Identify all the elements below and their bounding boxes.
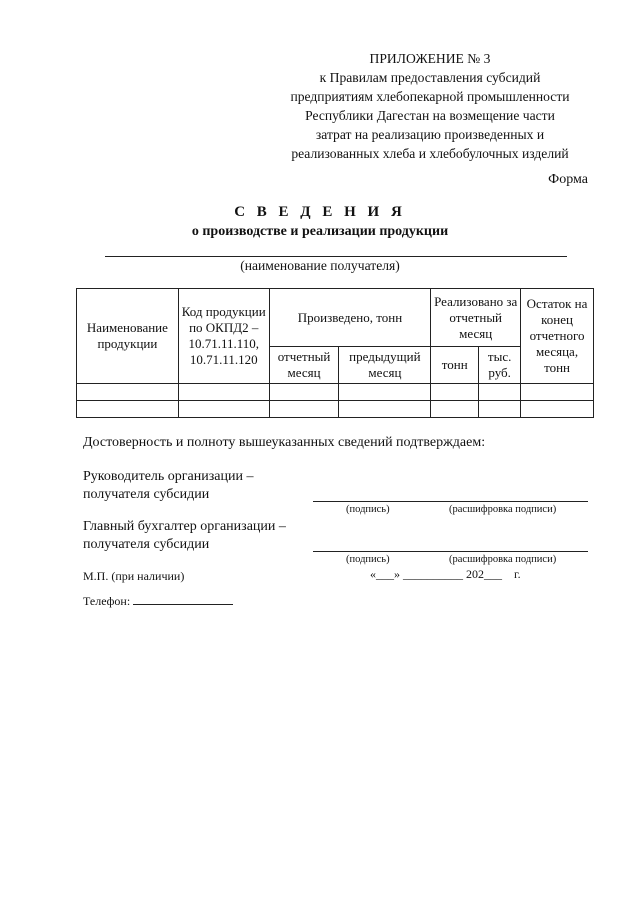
appendix-line: реализованных хлеба и хлебобулочных изделий — [291, 146, 569, 161]
document-subtitle: о производстве и реализации продукции — [191, 224, 449, 239]
appendix-line: предприятиям хлебопекарной промышленности — [290, 89, 570, 104]
accountant-decoding-caption: (расшифровка подписи) — [449, 554, 557, 565]
recipient-caption: (наименование получателя) — [240, 258, 400, 273]
table-cell[interactable] — [178, 401, 269, 418]
table-cell[interactable] — [178, 384, 269, 401]
form-label: Форма — [548, 172, 588, 187]
recipient-name-line[interactable] — [105, 256, 567, 257]
stamp-label: М.П. (при наличии) — [83, 569, 185, 583]
header-produced: Произведено, тонн — [269, 289, 431, 347]
date-field[interactable]: «___» __________ 202___ г. — [370, 567, 521, 581]
appendix-line: Республики Дагестан на возмещение части — [305, 108, 555, 123]
appendix-header — [262, 49, 598, 163]
accountant-signature-caption: (подпись) — [346, 554, 390, 565]
appendix-line: затрат на реализацию произведенных и — [315, 127, 545, 142]
table-cell[interactable] — [431, 384, 479, 401]
table-cell[interactable] — [269, 401, 339, 418]
table-cell[interactable] — [521, 401, 594, 418]
table-row — [77, 401, 594, 418]
subheader-previous-month: предыдущий месяц — [339, 347, 431, 384]
confirmation-text: Достоверность и полноту вышеуказанных сведений подтверждаем: — [83, 435, 486, 450]
head-signatory-label: Руководитель организации – получателя субсидии — [83, 469, 254, 502]
header-product-code: Код продукции по ОКПД2 – 10.71.11.110, 10.71.11.120 — [178, 289, 269, 384]
appendix-line: к Правилам предоставления субсидий — [319, 70, 541, 85]
table-row — [77, 384, 594, 401]
table-cell[interactable] — [77, 384, 179, 401]
subheader-current-month: отчетный месяц — [269, 347, 339, 384]
appendix-line: ПРИЛОЖЕНИЕ № 3 — [369, 51, 491, 66]
subheader-thousand-rub: тыс. руб. — [479, 347, 521, 384]
document-title: С В Е Д Е Н И Я — [234, 204, 406, 220]
table-cell[interactable] — [479, 401, 521, 418]
accountant-signature-line[interactable] — [313, 551, 588, 552]
subheader-tons: тонн — [431, 347, 479, 384]
header-product-name: Наименование продукции — [77, 289, 179, 384]
table-cell[interactable] — [77, 401, 179, 418]
head-signature-caption: (подпись) — [346, 504, 390, 515]
table-cell[interactable] — [431, 401, 479, 418]
head-signature-line[interactable] — [313, 501, 588, 502]
phone-label: Телефон: — [83, 594, 131, 608]
table-cell[interactable] — [479, 384, 521, 401]
accountant-signatory-label: Главный бухгалтер организации – получателя субсидии — [83, 519, 286, 552]
table-cell[interactable] — [521, 384, 594, 401]
table-header-row — [77, 289, 594, 347]
table-cell[interactable] — [339, 401, 431, 418]
table-cell[interactable] — [269, 384, 339, 401]
header-remainder: Остаток на конец отчетного месяца, тонн — [521, 289, 594, 384]
head-decoding-caption: (расшифровка подписи) — [449, 504, 557, 515]
phone-input-line[interactable] — [133, 593, 233, 605]
production-table — [76, 288, 594, 418]
header-sold: Реализовано за отчетный месяц — [431, 289, 521, 347]
table-cell[interactable] — [339, 384, 431, 401]
phone-row — [83, 593, 233, 609]
